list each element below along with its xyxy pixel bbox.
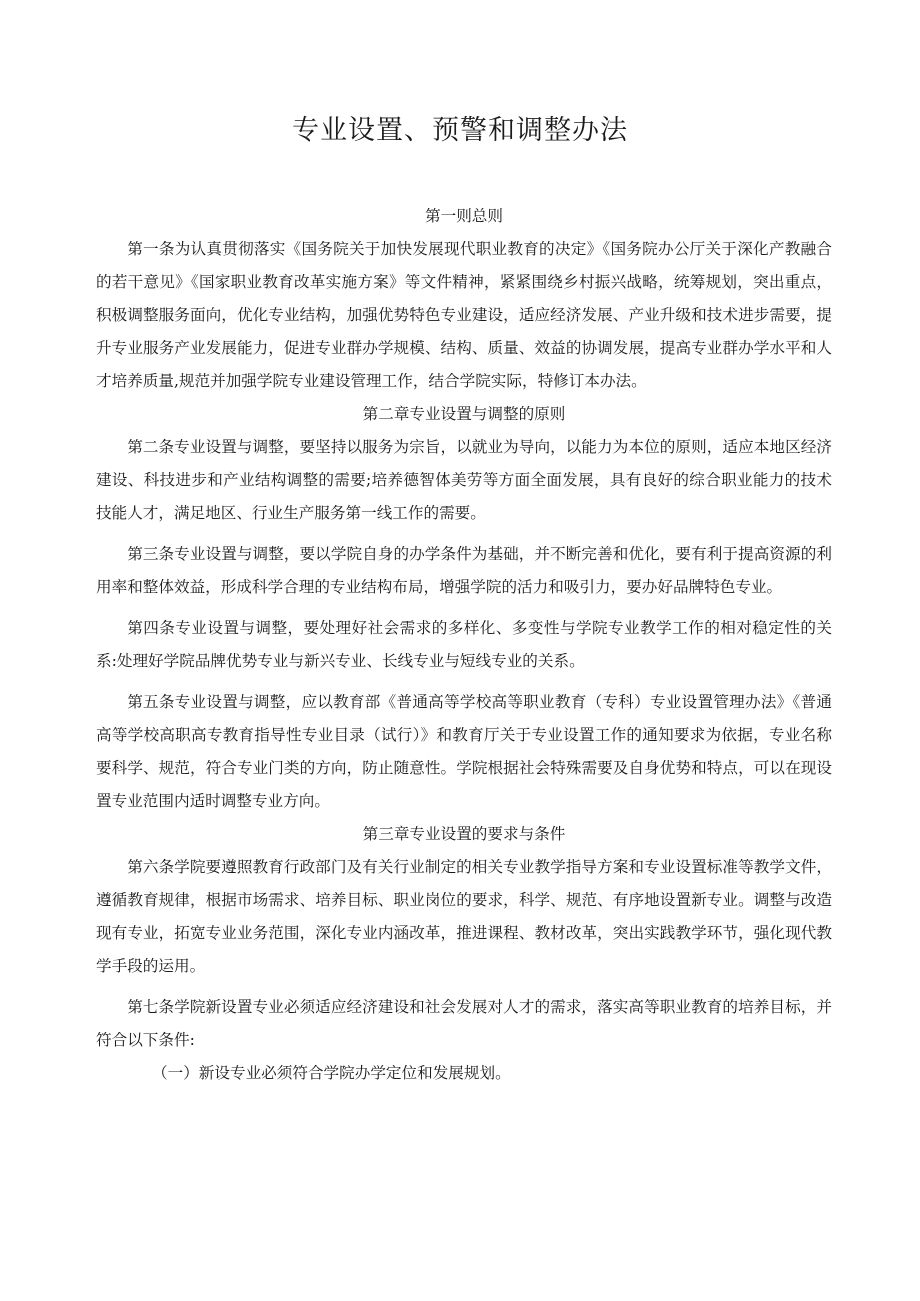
- article-4: 第四条专业设置与调整，要处理好社会需求的多样化、多变性与学院专业教学工作的相对稳定性的关系:处理好学院品牌优势专业与新兴专业、长线专业与短线专业的关系。: [96, 619, 832, 670]
- article-6: 第六条学院要遵照教育行政部门及有关行业制定的相关专业教学指导方案和专业设置标准等教学文件，遵循教育规律，根据市场需求、培养目标、职业岗位的要求，科学、规范、有序地设置新专业。调整与改造现有专业，拓宽专业业务范围，深化专业内涵改革，推进课程、教材改革，突出实践教学环节，强化现代教学手段的运用。: [96, 858, 832, 975]
- list-item: （一）新设专业必须符合学院办学定位和发展规划。: [152, 1064, 511, 1082]
- document-body: [96, 200, 832, 1090]
- article-7: 第七条学院新设置专业必须适应经济建设和社会发展对人才的需求，落实高等职业教育的培养目标，并符合以下条件:: [96, 998, 832, 1049]
- document-title: 专业设置、预警和调整办法: [292, 115, 628, 146]
- article-2: 第二条专业设置与调整，要坚持以服务为宗旨，以就业为导向，以能力为本位的原则，适应本地区经济建设、科技进步和产业结构调整的需要;培养德智体美劳等方面全面发展，具有良好的综合职业能力的技术技能人才，满足地区、行业生产服务第一线工作的需要。: [96, 438, 832, 522]
- chapter-heading: 第二章专业设置与调整的原则: [362, 405, 566, 423]
- chapter-heading: 第一则总则: [425, 207, 503, 225]
- chapter-heading: 第三章专业设置的要求与条件: [362, 825, 566, 843]
- article-1: 第一条为认真贯彻落实《国务院关于加快发展现代职业教育的决定》《国务院办公厅关于深化产教融合的若干意见》《国家职业教育改革实施方案》等文件精神，紧紧围绕乡村振兴战略，统筹规划，突出重点，积极调整服务面向，优化专业结构，加强优势特色专业建设，适应经济发展、产业升级和技术进步需要，提升专业服务产业发展能力，促进专业群办学规模、结构、质量、效益的协调发展，提高专业群办学水平和人才培养质量,规范并加强学院专业建设管理工作，结合学院实际，特修订本办法。: [96, 240, 832, 390]
- article-3: 第三条专业设置与调整，要以学院自身的办学条件为基础，并不断完善和优化，要有利于提高资源的利用率和整体效益，形成科学合理的专业结构布局，增强学院的活力和吸引力，要办好品牌特色专业。: [96, 545, 832, 596]
- article-5: 第五条专业设置与调整，应以教育部《普通高等学校高等职业教育（专科）专业设置管理办法》《普通高等学校高职高专教育指导性专业目录（试行）》和教育厅关于专业设置工作的通知要求为依据，专业名称要科学、规范，符合专业门类的方向，防止随意性。学院根据社会特殊需要及自身优势和特点，可以在现设置专业范围内适时调整专业方向。: [96, 693, 832, 810]
